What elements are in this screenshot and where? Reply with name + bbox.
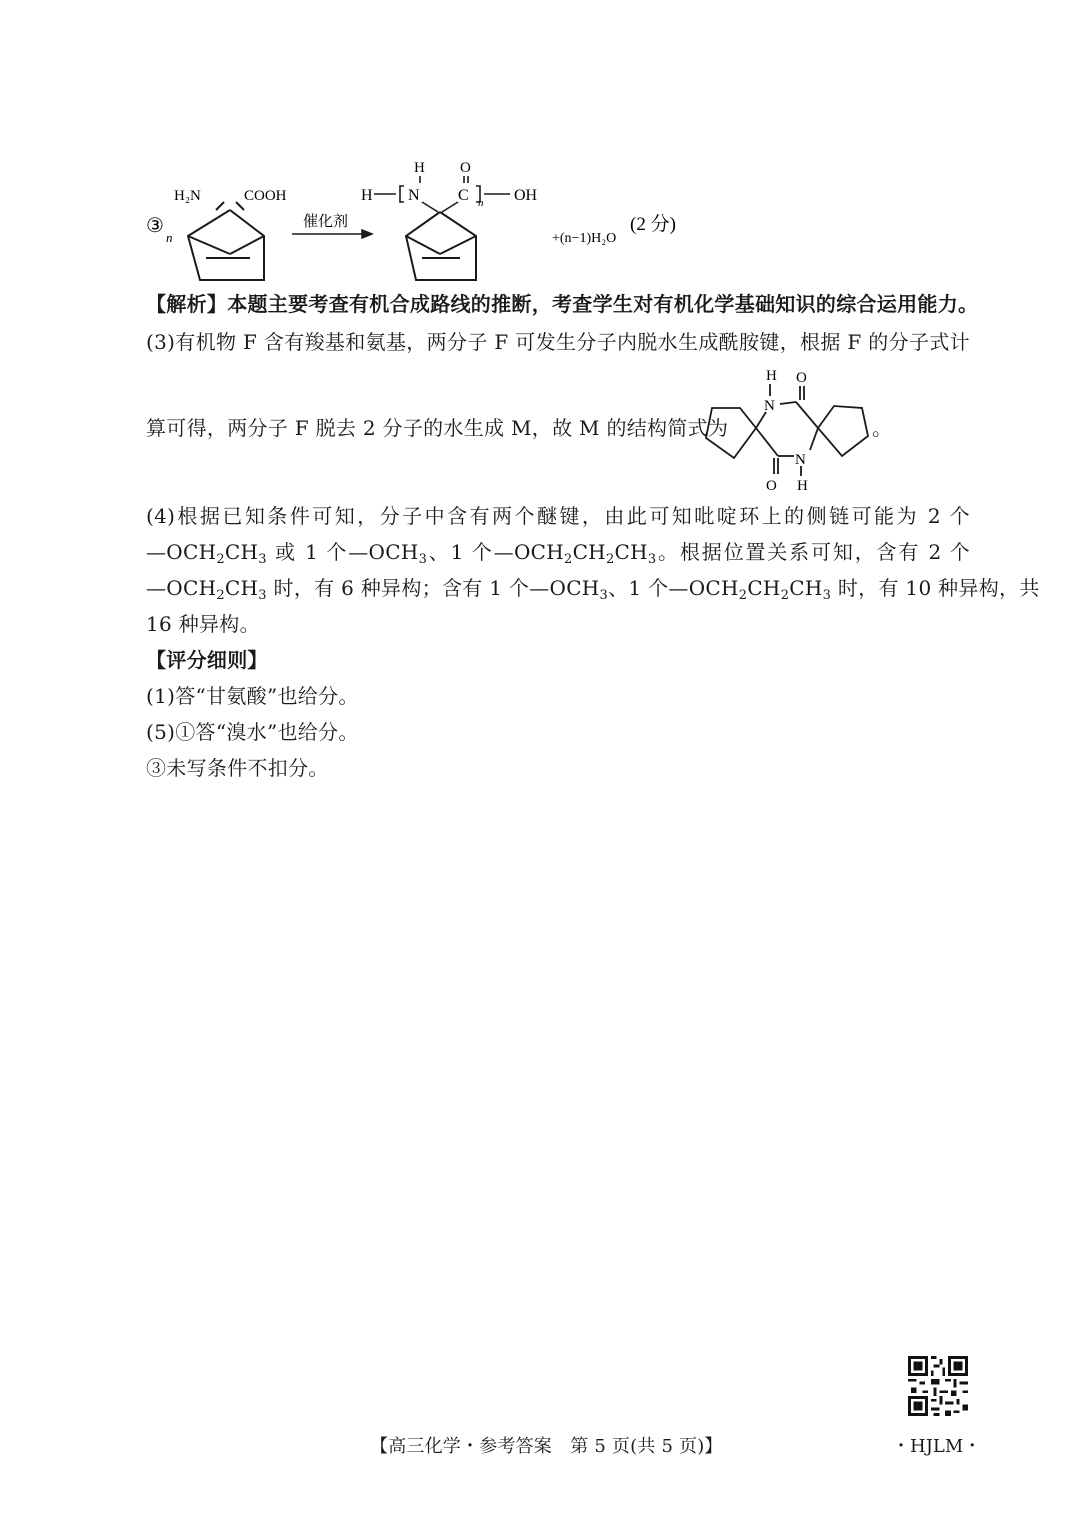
reactant-cooh: COOH <box>244 188 287 204</box>
grading-label: 【评分细则】 <box>146 648 268 672</box>
reaction-score: (2 分) <box>630 214 676 235</box>
qr-code-svg <box>908 1356 968 1416</box>
analysis-summary <box>146 286 979 322</box>
grading-item: (5)①答“溴水”也给分。 <box>146 720 359 744</box>
reaction-svg <box>140 150 720 290</box>
analysis-p3-line1: (3)有机物 F 含有羧基和氨基，两分子 F 可发生分子内脱水生成酰胺键，根据 F 的分子式计 <box>146 330 970 354</box>
grading-item: (1)答“甘氨酸”也给分。 <box>146 684 359 708</box>
product-h-end: H <box>361 187 373 204</box>
reaction-number: ③ <box>146 215 164 237</box>
product-ring <box>406 212 476 280</box>
catalyst-label: 催化剂 <box>303 214 349 230</box>
m-h-bottom: H <box>797 478 808 494</box>
product-n-sub: n <box>478 197 484 209</box>
reactant-ring <box>188 202 264 280</box>
m-bonds <box>706 384 868 476</box>
m-n-top: N <box>764 398 775 414</box>
product-c: C <box>458 187 469 204</box>
reactant-h2n: H₂N <box>174 188 201 204</box>
footer-code: ・HJLM・ <box>892 1436 982 1457</box>
grading-item: ③未写条件不扣分。 <box>146 756 329 780</box>
m-o-bottom: O <box>766 478 777 494</box>
analysis-p3-line2: 算可得，两分子 F 脱去 2 分子的水生成 M，故 M 的结构简式为 <box>146 416 729 440</box>
product-n-h: H <box>414 160 425 176</box>
reactant-n: n <box>166 230 173 245</box>
reaction-arrow <box>292 230 372 238</box>
m-structure-svg <box>700 358 893 498</box>
analysis-p4-line3: $—OCH_2CH_3$ 时，有 6 种异构；含有 1 个$—OCH_3$、1 个$—OCH_2CH_2CH_3$ 时，有 10 种异构，共 <box>146 576 1040 603</box>
reaction-equation <box>140 150 720 290</box>
product-oh: OH <box>514 187 538 204</box>
analysis-p4-line4: 16 种异构。 <box>146 612 260 636</box>
analysis-summary-text: 本题主要考查有机合成路线的推断，考查学生对有机化学基础知识的综合运用能力。 <box>227 292 979 316</box>
analysis-p3-end: 。 <box>872 416 893 440</box>
byproduct-water: +(n−1)H₂O <box>552 231 617 246</box>
product-bonds <box>374 176 510 212</box>
m-h-top: H <box>766 368 777 384</box>
m-o-top: O <box>796 370 807 386</box>
page-footer: 【高三化学・参考答案 第 5 页(共 5 页)】 <box>370 1436 723 1457</box>
m-n-bottom: N <box>795 452 806 468</box>
qr-code <box>908 1356 968 1416</box>
m-structure <box>700 358 893 498</box>
analysis-p4-line2: $—OCH_2CH_3$ 或 1 个$—OCH_3$、1 个$—OCH_2CH_2CH_3$。根据位置关系可知，含有 2 个 <box>146 540 971 567</box>
analysis-label: 【解析】 <box>146 292 228 316</box>
product-n: N <box>408 187 420 204</box>
analysis-p4-line1: (4)根据已知条件可知，分子中含有两个醚键，由此可知吡啶环上的侧链可能为 2 个 <box>146 504 970 528</box>
product-o: O <box>460 160 471 176</box>
